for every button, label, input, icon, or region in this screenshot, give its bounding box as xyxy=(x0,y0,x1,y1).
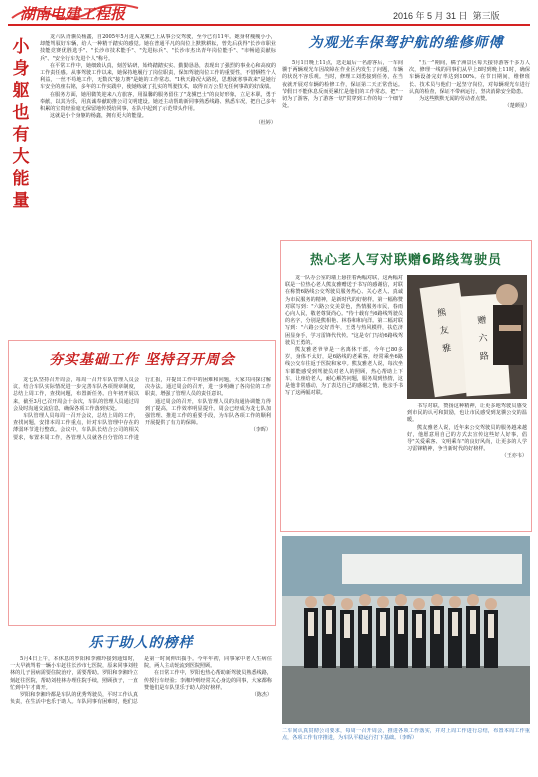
couplet-photo xyxy=(407,275,527,399)
article-small-body xyxy=(8,32,276,332)
staff-photo-caption: 二车间认真贯彻公司要求，每周一召开周会，推进各项工作落实，并对上周工作进行总结，布置本周工作重点，各项工作有序推进，为车队平稳运行打下基础。（李晖） xyxy=(282,728,530,742)
masthead-rule xyxy=(8,24,530,26)
weekly-meeting-paragraph: 通过周会的召开，车队管理人员的沟通协调能力得到了提高，工作效率明显提升。周会已经成为龙七队加强管理、推进工作的重要手段，为车队各项工作的顺利开展提供了有力的保障。 xyxy=(145,398,271,427)
article-old-man xyxy=(280,240,532,532)
weekly-meeting-author: （李晖） xyxy=(250,427,271,434)
small-body-author: （杜婷） xyxy=(255,120,276,127)
old-man-paragraph: 熊友雅老人说，近年来公交驾驶员的服务越来越好，他愿意用自己的方式去宣传这些好人好事，倡导"关爱乘客、文明乘车"的良好风尚，让更多的人学习雷锋精神，争当新时代的好榜样。 xyxy=(407,424,527,453)
svg-text:六: 六 xyxy=(478,333,488,345)
article-weekly-meeting xyxy=(8,340,276,626)
helper-paragraph: 罗阳和李湘玲都是车队的优秀驾驶员，平时工作认真负责，在生活中也乐于助人。车队同事有困难时，他们总是第一时间伸出援手。今年年初，同事家中老人生病住院，两人主动轮流到医院照顾。 xyxy=(10,656,272,706)
maintenance-author: （楚颜星） xyxy=(504,103,530,110)
old-man-text-right xyxy=(407,403,527,527)
svg-text:熊: 熊 xyxy=(436,307,447,320)
maintenance-headline: 为观光车保驾护航的维修师傅 xyxy=(308,35,504,51)
article-maintenance xyxy=(280,30,532,235)
old-man-text-left xyxy=(285,275,403,487)
small-body-paragraph: 这就是小个身躯的杨鑫，拥有更大的能量。 xyxy=(50,113,147,120)
svg-text:友: 友 xyxy=(439,325,450,337)
weekly-meeting-paragraph: 车队管理人员每周一召开会议，总结上周的工作，查找问题，安排本周工作重点，针对车队管理中存在的薄弱环节进行整改。会议中，车队队长结合公司的相关要求，布置本周工作，各管理人员就各自分管的工作进行汇报，并提出工作中的困难和问题，大家共同探讨解决办法。通过周会的召开，进一步明确了各岗位的工作职责，增强了管理人员的责任意识。 xyxy=(13,377,271,441)
old-man-paragraph: 书写对联，赞扬这种精神，让更多地驾驶员感受到市民的认可和鼓励，也让市民感受到龙骥公交的温暖。 xyxy=(407,403,527,424)
helper-author: （陈杰） xyxy=(251,692,272,699)
svg-text:路: 路 xyxy=(479,351,490,363)
helper-paragraph: 5月4日上午，本休息的罗阳和李湘玲接到通知时，一大早就驾着一辆小车赶往长沙市七医院，原来同事刘桂林的儿子因病需要住院治疗，需要帮助。罗阳和李湘玲立刻赶往医院，帮助刘桂林办理住院手续，照顾孩子，一直忙到中午才离开。 xyxy=(10,656,138,691)
small-body-paragraph: 在服务方面，她用微笑迎来八方旅客，用温馨的服务留住了"龙骥巴士"的良好形象，立足本职，勇于奉献，以其为乐，用真诚奉献助推公司文明建设。她还主动帮助新同事熟悉线路、熟悉车况，把自己多年积累的宝贵经验毫无保留地传授给同事，在队中起到了示范带头作用。 xyxy=(40,91,276,113)
old-man-paragraph: 熊友雅老爷爷是一名离休干部，今年已80多岁，身体不太好，是6路线的老乘客，经常乘坐6路线公交车往返于医院和家中。熊友雅老人说，每次坐车都能感受到驾驶员对老人的照顾，热心帮助上下车，让座给老人，耐心解答问题，服务周到热情，这是他非常感动，为了表达自己的感谢之情，他亲手书写了这两幅对联。 xyxy=(285,347,403,397)
weekly-meeting-headline: 夯实基础工作 坚持召开周会 xyxy=(49,352,235,368)
small-body-paragraph: 在平常工作中，她细致认真，刻苦钻研，始终踏踏实实、勤勤恳恳，表现出了强烈的事业心和高度的工作责任感。从事驾驶工作以来，她保持地履行了岗位职责，保知驾驶岗位工作的重要性，不惜牺牲个人利益，一丝不苟地工作，无数次"接力赛"是她的工作常态。"1秋天路况大路况，思想就寒事故来"是她行车安全的座右铭，多年的工作实践中，使她练就了扎实的驾驶技术，取得百万公里无任何事故的好成绩。 xyxy=(40,62,276,91)
old-man-author: （王亦韦） xyxy=(501,453,527,460)
helper-text xyxy=(10,656,272,770)
small-body-paragraph: 龙六队胥骥员杨鑫，自2005年5月进入龙骥已上从事公交驾驶，至今已有11年。她身材瘦瘦小小，却能驾驭好车辆，给人一种精干踏实的感觉。她在普通平凡的岗位上默默耕耘，曾先后获得"长沙市职业技能竞赛优胜选手"、"长沙市技术能手"、"先进标兵"、"长沙市杰出青年岗位能手"、"市畅通贡献标兵"、"安全行车先进个人"称号。 xyxy=(40,34,276,62)
issue-date: 2016 年 5 月 31 日 第三版 xyxy=(393,11,500,21)
maintenance-paragraph: "五一"期间，橘子洲景区每天接待游客千多万人次，修理一线的同事们从早上8时到晚上11时，确保车辆设备完好率达到100%。在节日期间，维修班长、技术员与他们一起坚守岗位，对每辆观光车进行认真的检查，保证不带病运行，坚决消除安全隐患。 xyxy=(409,60,530,95)
article-helper xyxy=(8,630,274,772)
weekly-meeting-paragraph: 龙七队坚持召开周会，每周一召开车队管理人员会议，结合车队实际情况进一步完善车队各项规章制度，总结上周工作，查找问题，布置新任务。自年初开展以来，截至3月已召开周会十余次，车队的管理人员通过周会及时沟通交流信息，确保各项工作落到实处。 xyxy=(13,377,139,412)
small-body-text xyxy=(40,34,276,324)
svg-text:湖南电建工程报: 湖南电建工程报 xyxy=(20,5,126,23)
masthead xyxy=(0,0,538,26)
old-man-headline: 热心老人写对联赠6路线驾驶员 xyxy=(309,253,503,268)
staff-photo xyxy=(282,536,530,724)
svg-text:雅: 雅 xyxy=(441,343,452,355)
weekly-meeting-text xyxy=(13,377,271,621)
helper-headline: 乐于助人的榜样 xyxy=(88,635,194,651)
svg-text:赠: 赠 xyxy=(476,315,487,327)
maintenance-paragraph: 5月1日晚上11点，送走最后一名游客后，一车间骥于两辆观光车因故障在作业区内发生了问题，车辆的状况不容乐观。当时，修理工刘勇接到任务，在当夜就开展对车辆的检修工作，保证第二天正常营运。节假日不能休息反而更累忙是他们的工作常态，把"一切为了游客，为了游客一切"贯穿到工作的每一个细节处。 xyxy=(282,60,403,110)
page-number: 第三版 xyxy=(472,11,500,21)
maintenance-paragraph: 为这些默默无闻的劳动者点赞。 xyxy=(419,96,491,103)
helper-paragraph: 在日常工作中，罗阳也热心帮助新驾驶员熟悉线路，传授行车经验；李湘玲则经常关心身边的同事，大家都称赞他们是车队里乐于助人的好榜样。 xyxy=(144,670,272,691)
old-man-paragraph: 龙一队办公室的墙上悬挂着两幅对联，这两幅对联是一位热心老人熊友雅赠送于书写的感谢信，对联在称赞6路线公交驾驶员服务热心、关心老人、真诚为市民服务的精神，是新时代的好榜样。第一幅称赞对联写到："六路公交美景色，热情服务市民，春雨心向人民，敬老尊贤尚心。"待十载有当6路线驾驶员的名字，分别是熊相艳、林春和和向洋。第二幅对联写到："六路公交好青年，王勇与热风模样，扶危济困显身手，学习雷锋代代传。"这是专门写给6路线驾驶员王勇的。 xyxy=(285,275,403,346)
paper-logo xyxy=(10,2,140,24)
maintenance-text xyxy=(282,60,530,232)
sidebar-headline: 小身躯也有大能量 xyxy=(12,37,30,211)
